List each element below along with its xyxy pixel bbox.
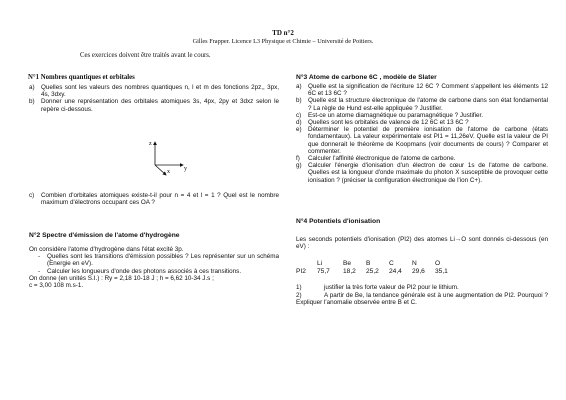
ex3-title: N°3 Atome de carbone 6C , modèle de Slater (296, 74, 437, 81)
ex1-question-b (29, 98, 279, 112)
x-axis-label: x (167, 169, 170, 175)
document-title: TD n°2 (272, 29, 294, 37)
ex2-intro: On considère l'atome d'hydrogène dans l'état excité 3p. (29, 246, 184, 253)
z-axis-label: z (149, 141, 152, 147)
ex4-intro: Les seconds potentiels d'ionisation (PI2) des atomes Li→O sont donnés ci-dessous (en eV) : (296, 236, 548, 251)
ex1-c-label: c) (29, 192, 35, 199)
ex2-data-line-2: c = 3,00 108 m.s-1. (29, 282, 84, 290)
pi2-row-label: PI2 (296, 268, 306, 275)
ex4-q1-text: justifier la très forte valeur de PI2 pour le lithium. (324, 284, 459, 291)
ex2-item-2: - Calculer les longueurs d'onde des photons associés à ces transitions. (38, 267, 242, 275)
ex3-questions (296, 83, 548, 184)
ex3-e-label: e) (296, 126, 302, 134)
value-li: 75,7 (317, 268, 330, 275)
ex4-table (296, 260, 548, 275)
ex1-questions-ab (29, 84, 279, 113)
ex3-question-a (296, 83, 548, 97)
value-c: 24,4 (389, 268, 402, 275)
ex1-question-c (29, 192, 279, 206)
value-be: 18,2 (343, 268, 356, 275)
ex3-a-label: a) (296, 83, 302, 90)
document-subtitle: Gilles Frapper. Licence L3 Physique et Chimie – Université de Poitiers. (192, 38, 374, 45)
ex1-b-text: Donner une représentation des orbitales atomiques 3s, 4px, 2py et 3dxz selon le repère ci-dessous. (41, 98, 279, 113)
ex3-g-label: g) (296, 162, 302, 170)
ex3-question-f (296, 155, 548, 162)
ex4-table-values (296, 268, 548, 275)
value-n: 29,6 (412, 268, 425, 275)
ex3-question-e (296, 126, 548, 155)
element-b: B (366, 260, 371, 267)
ex3-question-b (296, 97, 548, 111)
ex4-questions (296, 284, 548, 307)
element-li: Li (317, 260, 323, 267)
ex2-item-2-text: Calculer les longueurs d'onde des photons associés à ces transitions. (47, 267, 242, 275)
y-axis-label: y (184, 166, 187, 172)
ex2-body (29, 246, 279, 289)
ex1-question-a (29, 84, 279, 98)
element-n: N (412, 260, 417, 267)
ex3-b-label: b) (296, 97, 302, 105)
element-be: Be (343, 260, 352, 267)
ex4-title: N°4 Potentiels d'ionisation (296, 218, 381, 225)
ex2-data-line-1: On donne (en unités S.I.) : Ry = 2,18 10-18 J ; h = 6,62 10-34 J.s ; (29, 274, 214, 282)
ex3-question-g (296, 162, 548, 184)
ex1-c-text: Combien d'orbitales atomiques existe-t-il pour n = 4 et l = 1 ? Quel est le nombre maximum d'électrons occupant ces OA ? (41, 192, 279, 207)
value-b: 25,2 (366, 268, 379, 275)
ex4-q2-text: A partir de Be, la tendance générale est à une augmentation de PI2. Pourquoi ? Expliquer l'anomalie observée entre B et C. (296, 292, 548, 307)
ex3-g-text: Calculer l'énergie d'ionisation d'un électron de cœur 1s de l'atome de carbone. Quelles est la longueur d'onde maximale du photon X susceptible de provoquer cette ionisation ? (préciser la configuration électronique de l'ion C+). (308, 162, 548, 184)
ex1-title: N°1 Nombres quantiques et orbitales (28, 74, 135, 81)
ex3-question-c (296, 112, 548, 119)
ex1-b-label: b) (29, 98, 35, 106)
ex4-q2-label: 2) (296, 292, 302, 300)
element-c: C (389, 260, 394, 267)
ex3-c-label: c) (296, 111, 302, 119)
ex3-f-label: f) (296, 155, 300, 163)
element-o: O (435, 260, 441, 267)
ex3-e-text: Déterminer le potentiel de première ionisation de l'atome de carbone (états fondamentaux). La valeur expérimentale est PI1 = 11,26eV. Quelle est la valeur de PI que donnerait le théorème de Koopmans (voir documents de cours) ? Comparer et commenter. (308, 126, 548, 155)
ex3-b-text: Quelle est la structure électronique de l'atome de carbone dans son état fondamental ? La règle de Hund est-elle appliquée ? Justifier. (308, 97, 548, 112)
ex2-item-1: - Quelles sont les transitions d'émission possibles ? Les représenter sur un schéma (Energie en eV). (38, 253, 279, 268)
x-axis-line (155, 165, 166, 175)
ex2-title: N°2 Spectre d'émission de l'atome d'hydrogène (29, 232, 180, 239)
ex3-f-text: Calculer l'affinité électronique de l'atome de carbone. (308, 155, 456, 163)
ex3-a-text: Quelle est la signification de l'écriture 12 6C ? Comment s'appellent les éléments 12 6C et 13 6C ? (308, 83, 548, 98)
ex4-question-1 (296, 284, 548, 291)
ex4-question-2 (296, 292, 548, 306)
ex2-item-1-text: Quelles sont les transitions d'émission possibles ? Les représenter sur un schéma (Energie en eV). (47, 253, 279, 268)
ex1-a-text: Quelles sont les valeurs des nombres quantiques n, l et m des fonctions 2pz,, 3px, 4s, 3dxy. (41, 84, 279, 99)
ex4-table-header (296, 260, 548, 267)
axes-diagram (140, 135, 200, 180)
ex3-d-text: Quelles sont les orbitales de valence de 12 6C et 13 6C ? (308, 119, 469, 127)
ex3-d-label: d) (296, 119, 302, 127)
ex4-q1-label: 1) (296, 284, 302, 291)
ex3-c-text: Est-ce un atome diamagnétique ou paramagnétique ? Justifier. (308, 111, 484, 119)
notice-text: Ces exercices doivent être traités avant le cours. (80, 52, 211, 59)
ex3-question-d (296, 119, 548, 126)
value-o: 35,1 (435, 268, 448, 275)
ex1-a-label: a) (29, 84, 35, 91)
